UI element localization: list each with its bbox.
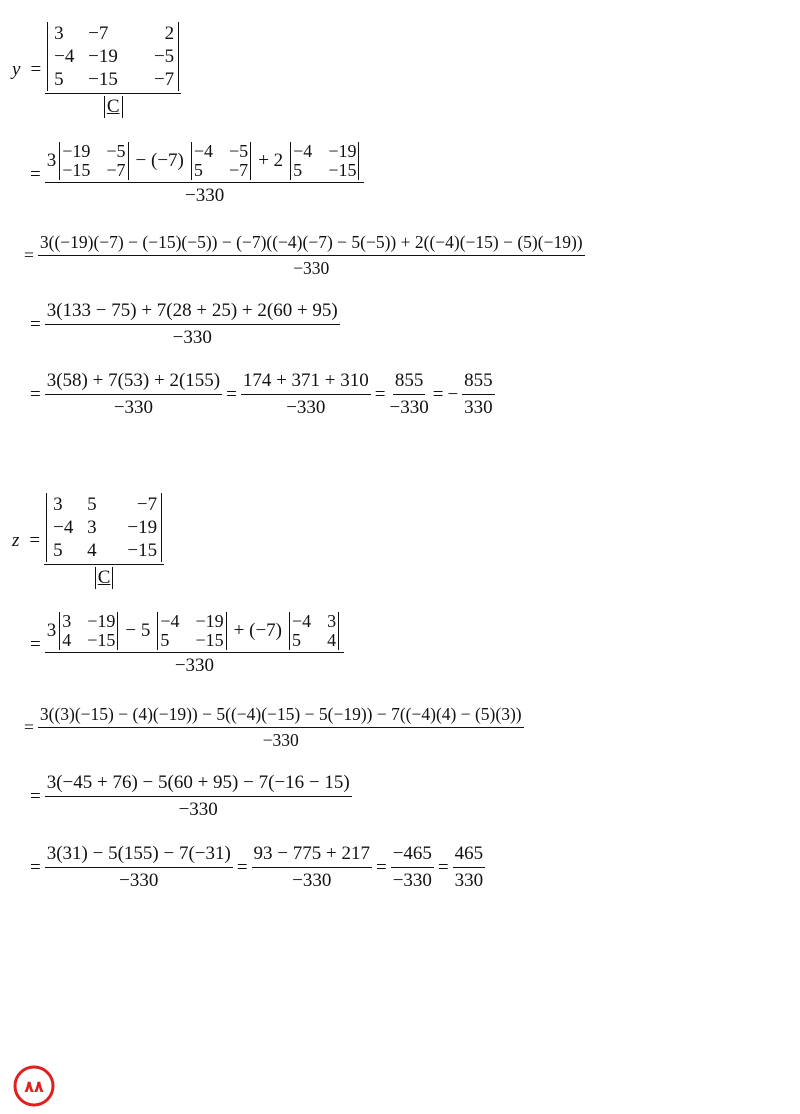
coefficient: 3 bbox=[46, 150, 57, 171]
denominator: −330 bbox=[174, 655, 215, 676]
minor-cell: −15 bbox=[328, 160, 357, 180]
y-matrix-determinant bbox=[45, 22, 181, 94]
denominator: −330 bbox=[172, 327, 212, 348]
matrix-cell: 5 bbox=[53, 540, 63, 561]
minor-cell: −4 bbox=[293, 141, 313, 161]
denominator: −330 bbox=[292, 870, 332, 891]
denominator-letter: C bbox=[106, 96, 120, 117]
matrix-cell: 5 bbox=[54, 69, 64, 90]
minor-cell: −5 bbox=[229, 141, 249, 161]
numerator: 855 bbox=[462, 370, 495, 395]
numerator: 3(31) − 5(155) − 7(−31) bbox=[45, 843, 233, 868]
y-equation bbox=[12, 22, 181, 118]
y-step-4: = $\frac{3(58) + 7(53) + 2(155)}{-330}$ = $\frac{174 + 371 + 310}{-330}$ = $\frac{855}{-330}$ = − $\frac{855}{330}$ bbox=[30, 370, 493, 418]
minor-cell: 5 bbox=[160, 630, 170, 650]
minus-sign: − bbox=[447, 383, 459, 405]
matrix-cell: −7 bbox=[88, 23, 109, 44]
denominator: −330 bbox=[392, 870, 432, 891]
denominator: −330 bbox=[119, 870, 159, 891]
minor-cell: −4 bbox=[160, 611, 180, 631]
y-step-2: = 3((−19)(−7) − (−15)(−5)) − (−7)((−4)(−7) − 5(−5)) + 2((−4)(−15) − (5)(−19)) −330 bbox=[24, 232, 583, 278]
numerator: 3((−19)(−7) − (−15)(−5)) − (−7)((−4)(−7) − 5(−5)) + 2((−4)(−15) − (5)(−19)) bbox=[38, 232, 585, 256]
matrix-cell: −4 bbox=[54, 46, 75, 67]
matrix-cell: 3 bbox=[53, 494, 63, 515]
minor-cell: 5 bbox=[193, 160, 203, 180]
y-fraction bbox=[45, 22, 181, 118]
matrix-cell: −5 bbox=[153, 46, 175, 67]
matrix-cell: 2 bbox=[164, 23, 175, 44]
denominator: 330 bbox=[454, 870, 484, 891]
z-step-2: = 3((3)(−15) − (4)(−19)) − 5((−4)(−15) − 5(−19)) − 7((−4)(4) − (5)(3)) −330 bbox=[24, 704, 522, 750]
numerator: −465 bbox=[391, 843, 434, 868]
minor-cell: −15 bbox=[87, 630, 116, 650]
z-equation bbox=[12, 493, 164, 589]
minor-cell: −5 bbox=[106, 141, 126, 161]
minor-cell: 4 bbox=[327, 630, 337, 650]
z-step-4: = $\frac{3(31) - 5(155) - 7(-31)}{-330}$ = $\frac{93 - 775 + 217}{-330}$ = $\frac{-465}{-330}$ = $\frac{465}{330}$ bbox=[30, 843, 484, 891]
minor-cell: 5 bbox=[292, 630, 301, 650]
matrix-cell: 4 bbox=[87, 540, 97, 561]
numerator: 3((3)(−15) − (4)(−19)) − 5((−4)(−15) − 5(−19)) − 7((−4)(4) − (5)(3)) bbox=[38, 704, 524, 728]
matrix-cell: −19 bbox=[127, 517, 158, 538]
minor-cell: −4 bbox=[292, 611, 312, 631]
y-step-1: = 3 −19 −5 −15 −7 − (−7) −4 −5 5 −7 + 2 −4 −19 5 −15 −330 bbox=[26, 142, 364, 207]
coefficient: 3 bbox=[46, 620, 57, 641]
numerator: 93 − 775 + 217 bbox=[252, 843, 372, 868]
matrix-cell: 3 bbox=[87, 517, 97, 538]
matrix-cell: −19 bbox=[88, 46, 118, 67]
denominator: −330 bbox=[262, 730, 299, 750]
matrix-cell: −7 bbox=[136, 494, 158, 515]
denominator: −330 bbox=[286, 397, 326, 418]
operator: − 5 bbox=[125, 620, 151, 641]
minor-cell: −15 bbox=[195, 630, 224, 650]
matrix-cell: 3 bbox=[54, 23, 64, 44]
minor-cell: −19 bbox=[195, 611, 224, 631]
denominator: 330 bbox=[464, 397, 493, 418]
denominator: −330 bbox=[113, 397, 154, 418]
minor-cell: −4 bbox=[193, 141, 214, 161]
matrix-cell: −4 bbox=[53, 517, 74, 538]
numerator: 855 bbox=[393, 370, 426, 395]
z-step-1: = 3 3 −19 4 −15 − 5 −4 −19 5 −15 + (−7) −4 3 5 4 −330 bbox=[26, 612, 344, 677]
denominator: −330 bbox=[293, 258, 330, 278]
minor-cell: −7 bbox=[229, 160, 249, 180]
matrix-cell: −15 bbox=[88, 69, 118, 90]
page-number: ٨٨ bbox=[24, 1077, 44, 1096]
numerator: 465 bbox=[453, 843, 486, 868]
equals-sign: = bbox=[29, 530, 41, 551]
minor-cell: −7 bbox=[106, 160, 126, 180]
z-denominator bbox=[95, 565, 114, 589]
minor-cell: 3 bbox=[327, 611, 337, 631]
z-fraction bbox=[44, 493, 164, 589]
operator: + 2 bbox=[258, 150, 284, 171]
equals-sign: = bbox=[30, 59, 42, 80]
minor-cell: 5 bbox=[293, 160, 303, 180]
operator: + (−7) bbox=[233, 620, 282, 641]
operator: − (−7) bbox=[135, 150, 184, 171]
minor-cell: −19 bbox=[328, 141, 357, 161]
numerator: 3(133 − 75) + 7(28 + 25) + 2(60 + 95) bbox=[45, 300, 340, 325]
variable-y: y bbox=[12, 59, 21, 80]
y-step-3: = $\frac{3(133 - 75) + 7(28 + 25) + 2(60 + 95)}{-330}$ bbox=[30, 300, 338, 348]
denominator: −330 bbox=[178, 799, 218, 820]
variable-z: z bbox=[12, 530, 20, 551]
matrix-cell: 5 bbox=[87, 494, 97, 515]
denominator-letter: C bbox=[97, 567, 111, 588]
minor-cell: 4 bbox=[62, 630, 72, 650]
y-denominator bbox=[104, 94, 123, 118]
minor-cell: −19 bbox=[87, 611, 116, 631]
numerator: 3(58) + 7(53) + 2(155) bbox=[45, 370, 222, 395]
z-step-3: = $\frac{3(-45 + 76) - 5(60 + 95) - 7(-16 - 15)}{-330}$ bbox=[30, 772, 350, 820]
denominator: −330 bbox=[389, 397, 429, 418]
page-number-badge bbox=[12, 1064, 56, 1108]
matrix-cell: −7 bbox=[153, 69, 175, 90]
matrix-cell: −15 bbox=[127, 540, 158, 561]
z-matrix-determinant bbox=[44, 493, 164, 565]
minor-cell: −19 bbox=[62, 141, 91, 161]
minor-cell: −15 bbox=[62, 160, 91, 180]
denominator: −330 bbox=[184, 185, 225, 206]
numerator: 3(−45 + 76) − 5(60 + 95) − 7(−16 − 15) bbox=[45, 772, 352, 797]
numerator: 174 + 371 + 310 bbox=[241, 370, 371, 395]
minor-cell: 3 bbox=[62, 611, 72, 631]
